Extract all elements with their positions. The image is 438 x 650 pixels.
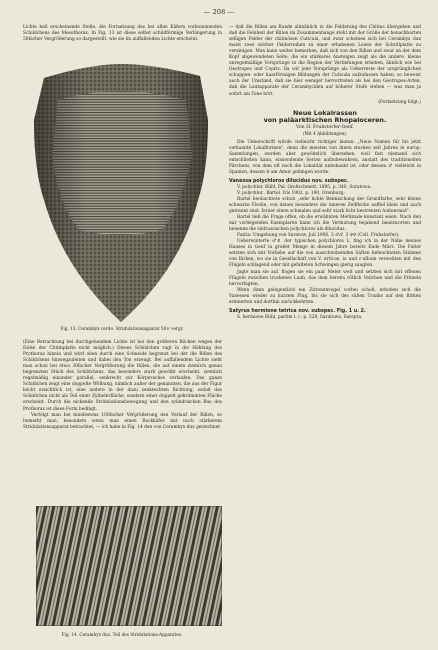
species-paragraph: Jagte man sie auf, flogen sie ein paar Meter weit und setzten sich mit offenen Flügeln zwischen trockenes Laub, das dem bereits rötlich Veilchen und die Primeln hervorlugten.: [229, 269, 421, 287]
article-author: Von H. Fruhstorfer-Genf.: [296, 125, 354, 131]
article-subtitle: von paläarktischen Rhopaloceren.: [263, 116, 387, 125]
left-top-paragraph: [23, 25, 222, 43]
species-synonym: S. hermione Rühl, partim l. c. p. 528, Saratowa, Sarepta.: [237, 314, 363, 320]
species-heading: Vanessa polychloros dilucidus nov. subspec.: [229, 178, 349, 184]
species-paragraph: Bartel ließ die Frage offen, ob die erwähnten Merkmale konstant seien. Nach den mir vorliegenden Exemplaren kann ich die Vermutung bejahend beantworten und benenne die südrussischen polychloros als dilucidus.: [229, 215, 421, 233]
article-intro: Die Ueberschrift würde vielleicht richtiger lauten: „Neue Namen für bis jetzt verkannte Lokalformen", denn die meisten von ihnen stecken seit Jahren in europ. Sammlungen, werden aber gewöhnlich übersehen, weil fast niemand sich entschließen kann, einsendende Serien aufzubewahren, anstatt des traditionellen Pärchens, von dem oft noch die Lokalität unbekannt ist, oder dessen ♂ vielleicht in Spanien, dessen ♀ am Amur gefangen wurde.: [229, 139, 421, 175]
species-paragraph: Bartel beobachtete schon „sehr lichte Beimischung der Grundfarbe, sehr kleine schwarze Flecke, von denen besonders die inneren Zellflecke auffiel klein und auch getrennt sind, ferner einen schmalen und sehr stark licht bestreuten Außenrand".: [229, 196, 421, 215]
figure-14-stridulation-detail: [36, 506, 222, 626]
continuation-note: (Fortsetzung folgt.): [378, 99, 421, 105]
species-heading: Satyrus hermione tetrica nov. subspec. Fig. 1 u. 2.: [229, 308, 366, 314]
species-synonym: V. polychlor. Rühl, Pal. Großschmett. 1895, p. 340, Saratowa.: [237, 184, 372, 190]
intro-paragraph: Lichte hell erscheinende Stelle, die Fortsetzung des bei allen Käfern vorkommenden Schildchens des Mesothorax. In Fig. 13 ist diese selbst schildförmige Verlängerung in 50facher Vergrößerung so dargestellt, wie sie im auffallenden Lichte erscheint.: [23, 25, 222, 43]
left-bottom-text: [23, 340, 222, 431]
body-paragraph: Verfolgt man bei mindestens 100facher Vergrößerung den Verlauf der Rillen, so bemerkt man, besonders wenn man einen Bockkäfer mit noch stärkerem Stridulationsapparat betrachtet, — ich habe in Fig. 14 den von Cerambyx dux gezeichnet: [23, 412, 222, 430]
species-paragraph: Wenn dann gelegentlich ein Zitronenvogel vorbei schoß, erhoben sich die Vanessen wieder zu kurzem Flug, bis sie sich des süßen Trunks auf den Birken erinnerten und dorthin zurückkehrten.: [229, 287, 421, 305]
figure-14-caption: Fig. 14. Cerambyx dux. Teil des Stridulations-Apparates.: [61, 632, 183, 637]
body-paragraph: — daß die Rillen am Rande allmählich in die Felderung des Chitins übergehen und daß die Feinheit der Rillen im Zusammenhange steht mit der Größe der benachbarten zelligen Felder der chitinösen Cuticula, und zwar scheinen sich bei Cerambyx dux meist zwei solcher Felderreihen zu einer erhabenen Leiste der Schrillplatte zu vereinigen. Man kann weiter bemerken, daß sich von den Rillen und zwar an der dem Kopf abgewendeten Seite, die ein stärkeres Ansteigen zeigt als die andere, kleine unregelmäßige Vorsprünge in die Region der Vertiefungen erheben, ähnlich wie bei Geotrupes und Copris. Da wir jene Vorsprünge als Ueberreste der ursprünglichen schuppen- oder haarförmigen Bildungen der Cuticula aufzufassen haben, so beweist auch der Umstand, daß sie hier weniger hervortreten als bei den Geotrupes-Arten, daß die Lautapparate der Cerambyciden auf höherer Stufe stehen — was man ja sofort am Tone hört.: [229, 25, 421, 97]
figure-13-stridulation-plate: [30, 60, 212, 324]
figure-13-caption: Fig. 13. Cerambyx cerdo. Stridulationsapparat 50× vergr.: [60, 326, 184, 331]
article-title: Neue Lokalrassen: [293, 108, 357, 117]
species-paragraph: Ueberwinterte ♂♀ der typischen polychloros L. fing ich in der Nähe meines Hauses in Genf in großer Menge in diesem Jahre bereits Ende März. Die Falter setzten sich mit Vorliebe auf die von ausschwitzenden Säften befeuchteten Stämme von Birken, wo sie in Gesellschaft von V. urticae, io und c-album verweilten mit den Flügeln schlagend oder mit gefalteten Schwingen gierig saugten.: [229, 239, 421, 269]
right-column: [229, 25, 421, 321]
page-number: — 208 —: [203, 8, 235, 16]
article-note: (Mit 4 Abbildungen).: [302, 131, 348, 137]
species-paragraph: Patria: Umgebung von Saratow, Juli 1906. 3 ♂♂, 3 ♀♀ (Coll. Fruhstorfer).: [237, 233, 400, 239]
species-synonym: V. polychlor., Bartel. Iris 1902, p. 190, Orenburg.: [237, 190, 345, 196]
body-paragraph: (Eine Betrachtung bei durchgehendem Lichte ist bei den größeren Böcken wegen der Dicke der Chitinplatte nicht möglich.) Dieses Schildchen ragt in die Höhlung des Prothorax hinein und wird oben durch eine Schneide begrenzt bei der die Rillen des Schildchens hinwegzuleiten und dabei den Ton erzeugt. Bei auffallendem Lichte sieht man schon bei etwa 30facher Vergrößerung die Rillen, die auf einem ziemlich genau begrenzten Stück des Schildchens, das besonders stark gewölbt erscheint, ziemlich regelmäßig einander parallel, senkrecht zur Körperachse verlaufen. Das ganze Schildchen zeigt eine doppelte Wölbung, nämlich außer der genannten, die aus der Figur leicht ersichtlich ist, eine andere in der dazu senkrechten Richtung, sodaß das Schildchen nicht als Teil einer Zylinderfläche, sondern einer doppelt gekrümmten Fläche erscheint. Durch die nickende Stridulationsbewegung und den zylindrischen Bau des Prothorax ist diese Form bedingt.: [23, 340, 222, 412]
